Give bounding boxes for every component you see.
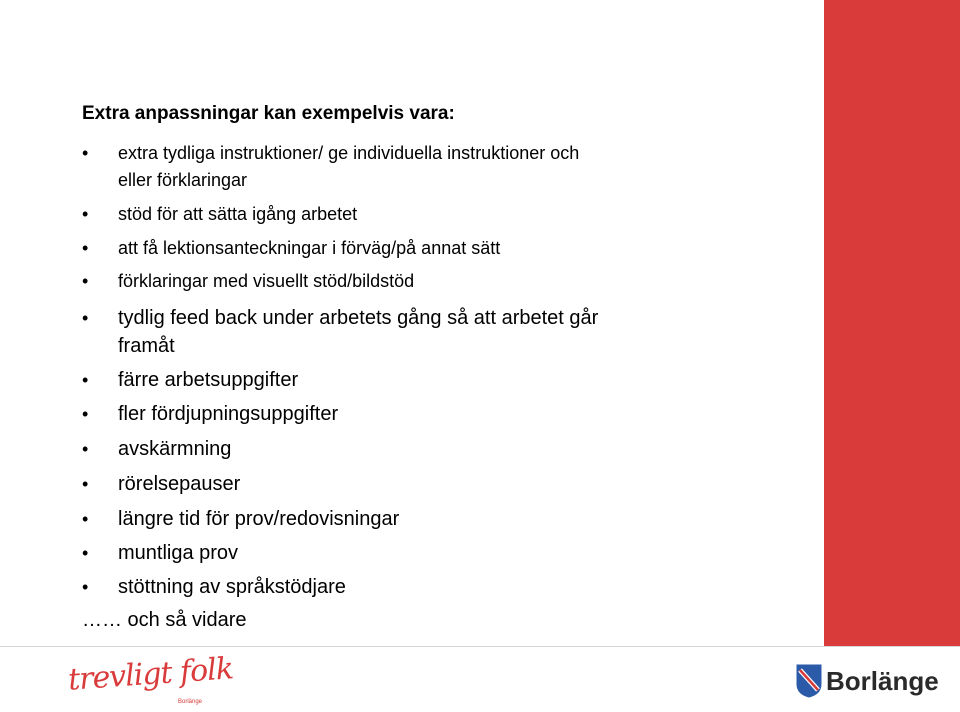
bullet-dot: • <box>82 543 89 563</box>
borlange-logo <box>796 664 946 704</box>
bullet-text: tydlig feed back under arbetets gång så att arbetet går <box>118 307 599 329</box>
bullet-dot: • <box>82 439 89 459</box>
bullet-text: stöttning av språkstödjare <box>118 576 346 598</box>
trevligt-folk-subtext: Borlänge <box>178 699 203 705</box>
bullet-text: längre tid för prov/redovisningar <box>118 508 400 530</box>
closing-line: …… och så vidare <box>82 609 247 631</box>
bullet-dot: • <box>82 370 89 390</box>
trevligt-folk-logo <box>66 651 235 711</box>
bullet-dot: • <box>82 204 89 224</box>
borlange-crest-icon <box>796 664 822 698</box>
bullet-text-cont: framåt <box>118 335 175 357</box>
bullet-text: avskärmning <box>118 438 232 460</box>
trevligt-folk-wordmark: trevligt folk <box>66 651 235 698</box>
bullet-dot: • <box>82 404 89 424</box>
borlange-wordmark: Borlänge <box>826 666 939 696</box>
bullet-text: extra tydliga instruktioner/ ge individuella instruktioner och <box>118 143 580 163</box>
bullet-dot: • <box>82 509 89 529</box>
bullet-dot: • <box>82 577 89 597</box>
bullet-text: rörelsepauser <box>118 473 241 495</box>
bullet-text: fler fördjupningsuppgifter <box>118 403 339 425</box>
bullet-text: förklaringar med visuellt stöd/bildstöd <box>118 271 415 291</box>
bullet-dot: • <box>82 474 89 494</box>
bullet-dot: • <box>82 308 89 328</box>
bullet-dot: • <box>82 238 89 258</box>
bullet-text: att få lektionsanteckningar i förväg/på annat sätt <box>118 238 501 258</box>
right-accent-bar <box>824 0 960 646</box>
bullet-text: färre arbetsuppgifter <box>118 369 299 391</box>
slide-title: Extra anpassningar kan exempelvis vara: <box>82 103 455 124</box>
bullet-text: stöd för att sätta igång arbetet <box>118 204 358 224</box>
bullet-text: muntliga prov <box>118 542 239 564</box>
bullet-dot: • <box>82 271 89 291</box>
bullet-dot: • <box>82 143 89 163</box>
bullet-text-cont: eller förklaringar <box>118 170 248 190</box>
